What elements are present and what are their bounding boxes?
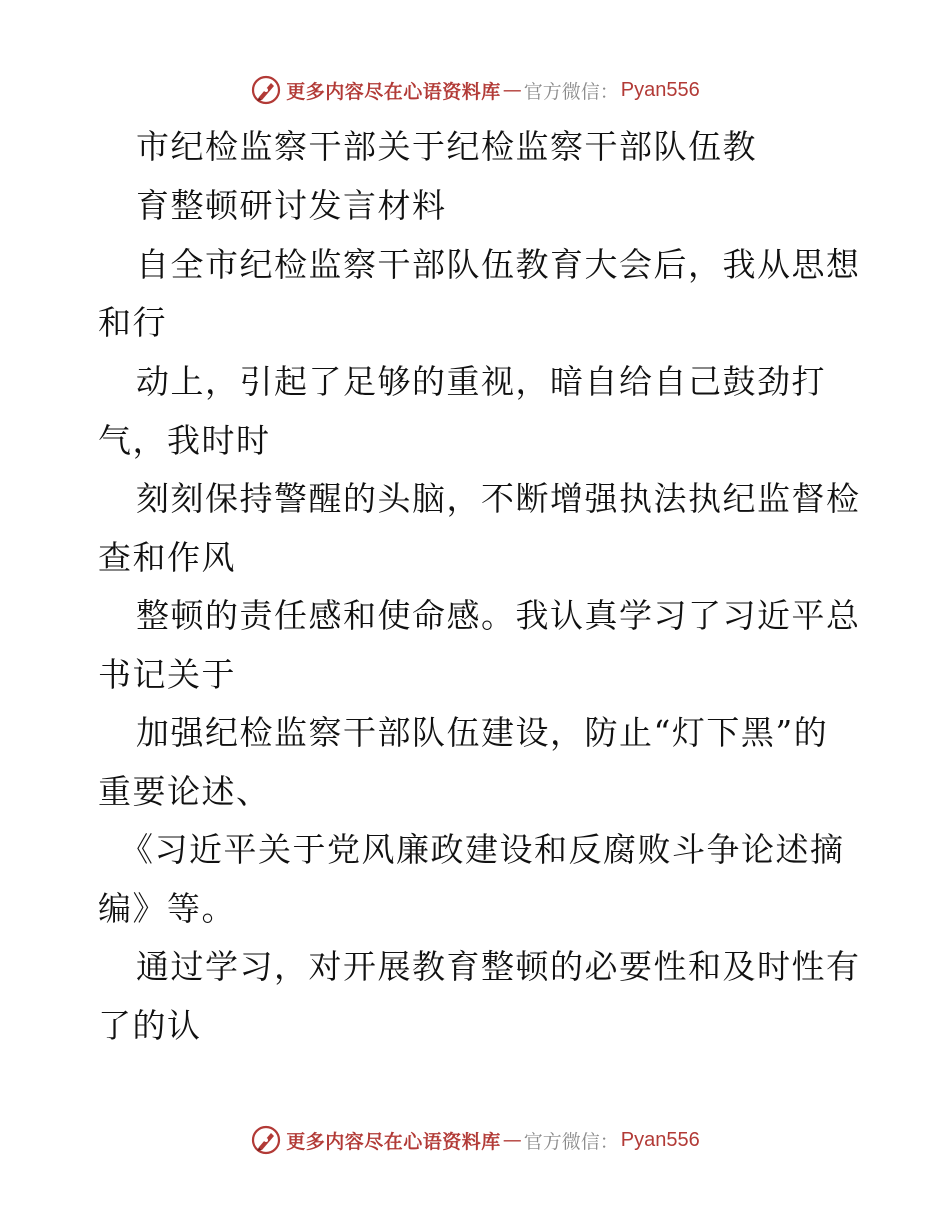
pen-logo-icon [250,1124,282,1156]
doc-line-11: 加强纪检监察干部队伍建设，防止“灯下黑”的 [136,713,829,752]
doc-line-2: 育整顿研讨发言材料 [136,186,447,225]
header-wechat-label: 官方微信： [523,80,619,103]
doc-line-13: 《习近平关于党风廉政建设和反腐败斗争论述摘 [120,830,845,869]
doc-line-9: 整顿的责任感和使命感。我认真学习了习近平总 [136,596,861,635]
doc-line-8: 查和作风 [98,538,236,577]
doc-line-5: 动上，引起了足够的重视，暗自给自己鼓劲打 [136,362,826,401]
header-wechat-id: Pyan556 [620,78,700,101]
footer-dash: — [502,1129,522,1151]
doc-line-15: 通过学习，对开展教育整顿的必要性和及时性有 [136,947,861,986]
pen-logo-icon [250,74,282,106]
header-banner [0,70,950,110]
doc-line-16: 了的认 [98,1006,202,1045]
header-site-text: 更多内容尽在心语资料库 [286,80,501,103]
doc-line-3: 自全市纪检监察干部队伍教育大会后，我从思想 [136,245,861,284]
footer-wechat-label: 官方微信： [523,1130,619,1153]
doc-line-12: 重要论述、 [98,772,271,811]
header-dash: — [502,79,522,101]
doc-line-1: 市纪检监察干部关于纪检监察干部队伍教 [136,127,757,166]
doc-line-7: 刻刻保持警醒的头脑，不断增强执法执纪监督检 [136,479,861,518]
doc-line-14: 编》等。 [98,889,236,928]
footer-wechat-id: Pyan556 [620,1128,700,1151]
footer-banner [0,1120,950,1160]
doc-line-4: 和行 [98,303,167,342]
doc-line-10: 书记关于 [98,655,236,694]
doc-line-6: 气，我时时 [98,421,271,460]
footer-site-text: 更多内容尽在心语资料库 [286,1130,501,1153]
